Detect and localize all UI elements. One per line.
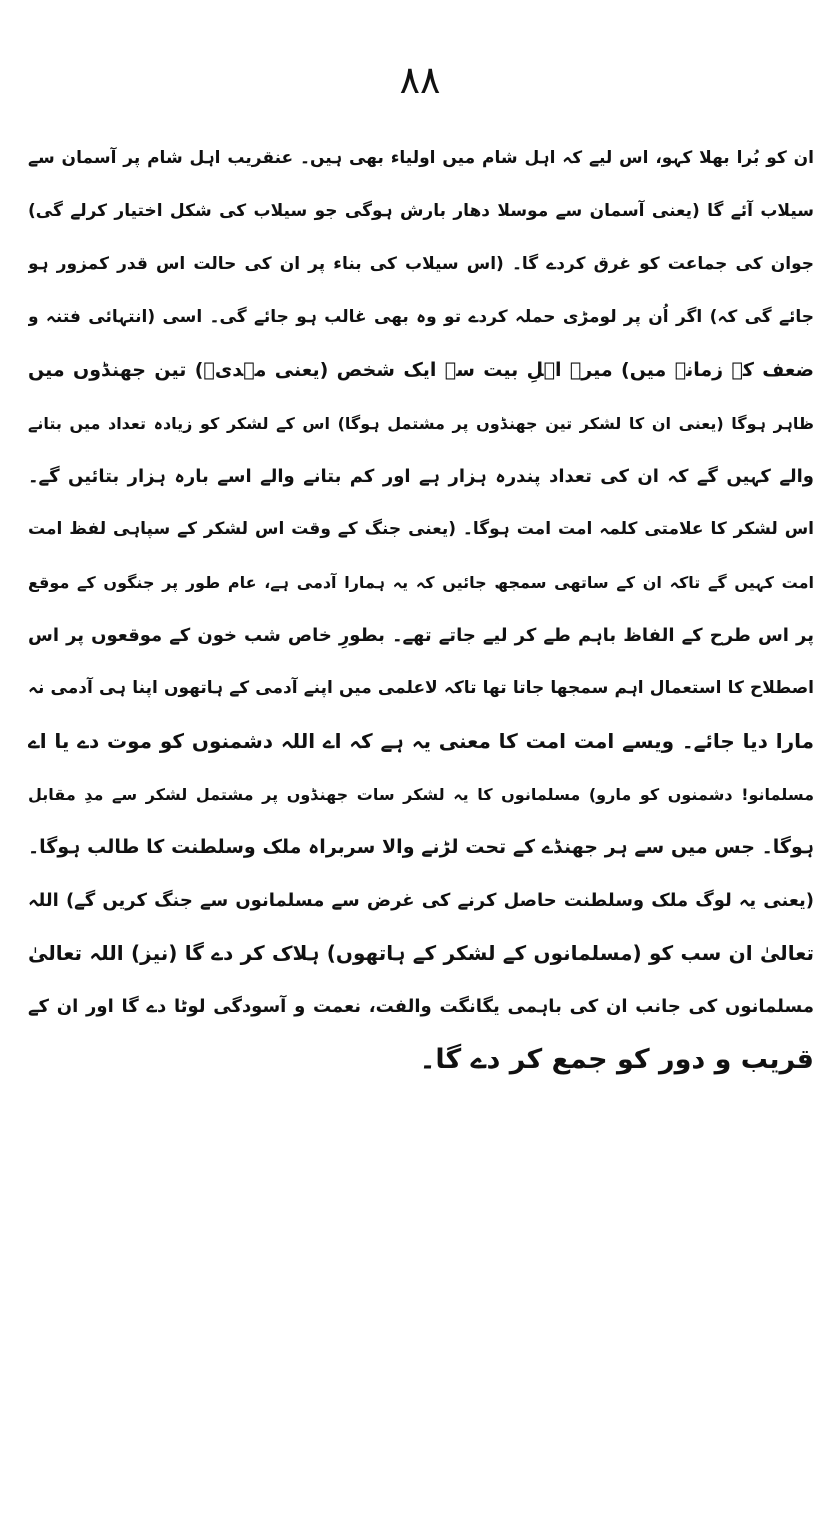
text-line: ہوگا۔ جس میں سے ہر جھنڈے کے تحت لڑنے والا سربراہ ملک وسلطنت کا طالب ہوگا۔ xyxy=(28,836,814,858)
text-line: امت کہیں گے تاکہ ان کے ساتھی سمجھ جائیں کہ یہ ہمارا آدمی ہے، عام طور پر جنگوں کے موقع xyxy=(28,573,814,592)
text-line: تعالیٰ ان سب کو (مسلمانوں کے لشکر کے ہاتھوں) ہلاک کر دے گا (نیز) اللہ تعالیٰ xyxy=(28,941,814,965)
text-line: ضعف کے زمانہ میں) میرے اہلِ بیت سے ایک شخص (یعنی مہدیؒ) تین جھنڈوں میں xyxy=(28,359,814,381)
text-line: اصطلاح کا استعمال اہم سمجھا جاتا تھا تاکہ لاعلمی میں اپنے آدمی کے ہاتھوں اپنا ہی آدمی نہ xyxy=(28,678,814,698)
text-line: سیلاب آئے گا (یعنی آسمان سے موسلا دھار بارش ہوگی جو سیلاب کی شکل اختیار کرلے گی) xyxy=(28,201,814,221)
text-line: قریب و دور کو جمع کر دے گا۔ xyxy=(419,1044,814,1075)
text-line: اس لشکر کا علامتی کلمہ امت امت ہوگا۔ (یعنی جنگ کے وقت اس لشکر کے سپاہی لفظ امت xyxy=(28,519,814,539)
text-line: پر اس طرح کے الفاظ باہم طے کر لیے جاتے تھے۔ بطورِ خاص شب خون کے موقعوں پر اس xyxy=(28,625,814,646)
text-line: والے کہیں گے کہ ان کی تعداد پندرہ ہزار ہے اور کم بتانے والے اسے بارہ ہزار بتائیں گے۔ xyxy=(28,466,814,487)
body-text xyxy=(28,132,814,1086)
page-number: ۸۸ xyxy=(399,58,441,102)
text-line: ظاہر ہوگا (یعنی ان کا لشکر تین جھنڈوں پر مشتمل ہوگا) اس کے لشکر کو زیادہ تعداد میں بتانے xyxy=(28,414,814,433)
text-line: (یعنی یہ لوگ ملک وسلطنت حاصل کرنے کی غرض سے مسلمانوں سے جنگ کریں گے) اللہ xyxy=(28,890,814,911)
text-line: ان کو بُرا بھلا کہو، اس لیے کہ اہل شام میں اولیاء بھی ہیں۔ عنقریب اہل شام پر آسمان سے xyxy=(28,148,814,168)
text-line: مارا دیا جائے۔ ویسے امت امت کا معنی یہ ہے کہ اے اللہ دشمنوں کو موت دے یا اے xyxy=(28,729,814,753)
text-line: جائے گی کہ) اگر اُن پر لومڑی حملہ کردے تو وہ بھی غالب ہو جائے گی۔ اسی (انتہائی فتنہ و xyxy=(28,307,814,327)
text-line: مسلمانوں کی جانب ان کی باہمی یگانگت والفت، نعمت و آسودگی لوٹا دے گا اور ان کے xyxy=(28,996,814,1017)
text-line: جوان کی جماعت کو غرق کردے گا۔ (اس سیلاب کی بناء پر ان کی حالت اس قدر کمزور ہو xyxy=(28,254,814,274)
text-line: مسلمانو! دشمنوں کو مارو) مسلمانوں کا یہ لشکر سات جھنڈوں پر مشتمل لشکر سے مدِ مقابل xyxy=(28,785,814,804)
